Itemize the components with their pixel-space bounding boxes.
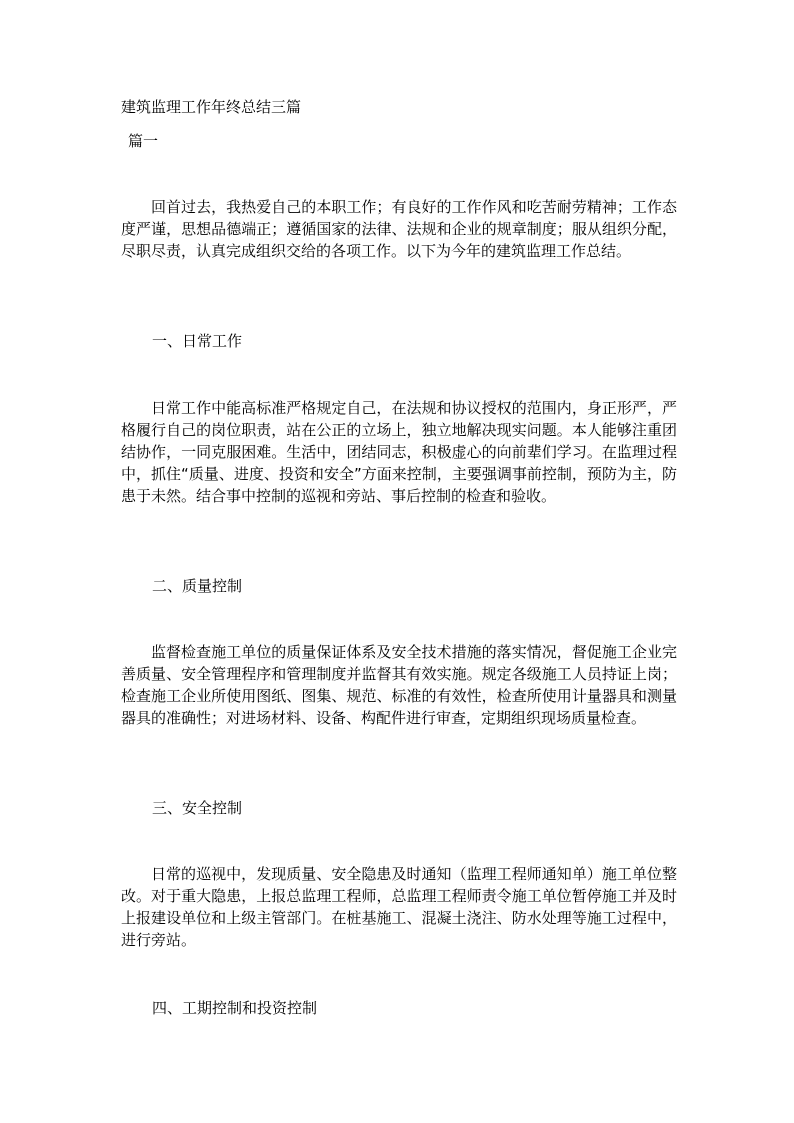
part-label: 篇一: [128, 132, 159, 150]
section-heading-safety-control: 三、安全控制: [152, 799, 243, 817]
section-heading-schedule-investment: 四、工期控制和投资控制: [152, 999, 318, 1017]
intro-paragraph: 回首过去，我热爱自己的本职工作；有良好的工作作风和吃苦耐劳精神；工作态度严谨，思想品德端正；遵循国家的法律、法规和企业的规章制度；服从组织分配，尽职尽责，认真完成组织交给的各项工作。以下为今年的建筑监理工作总结。: [121, 198, 677, 260]
section-body-quality-control: 监督检查施工单位的质量保证体系及安全技术措施的落实情况，督促施工企业完善质量、安全管理程序和管理制度并监督其有效实施。规定各级施工人员持证上岗；检查施工企业所使用图纸、图集、规范、标准的有效性，检查所使用计量器具和测量器具的准确性；对进场材料、设备、构配件进行审查，定期组织现场质量检查。: [121, 643, 677, 727]
section-heading-daily-work: 一、日常工作: [152, 332, 243, 350]
section-body-daily-work: 日常工作中能高标准严格规定自己，在法规和协议授权的范围内，身正形严，严格履行自己的岗位职责，站在公正的立场上，独立地解决现实问题。本人能够注重团结协作，一同克服困难。生活中，团结同志，积极虚心的向前辈们学习。在监理过程中，抓住“质量、进度、投资和安全”方面来控制，主要强调事前控制，预防为主，防患于未然。结合事中控制的巡视和旁站、事后控制的检查和验收。: [121, 399, 677, 505]
section-body-safety-control: 日常的巡视中，发现质量、安全隐患及时通知（监理工程师通知单）施工单位整改。对于重大隐患，上报总监理工程师，总监理工程师责令施工单位暂停施工并及时上报建设单位和上级主管部门。在桩基施工、混凝土浇注、防水处理等施工过程中，进行旁站。: [121, 865, 677, 949]
section-heading-quality-control: 二、质量控制: [152, 577, 243, 595]
document-title: 建筑监理工作年终总结三篇: [121, 98, 302, 116]
